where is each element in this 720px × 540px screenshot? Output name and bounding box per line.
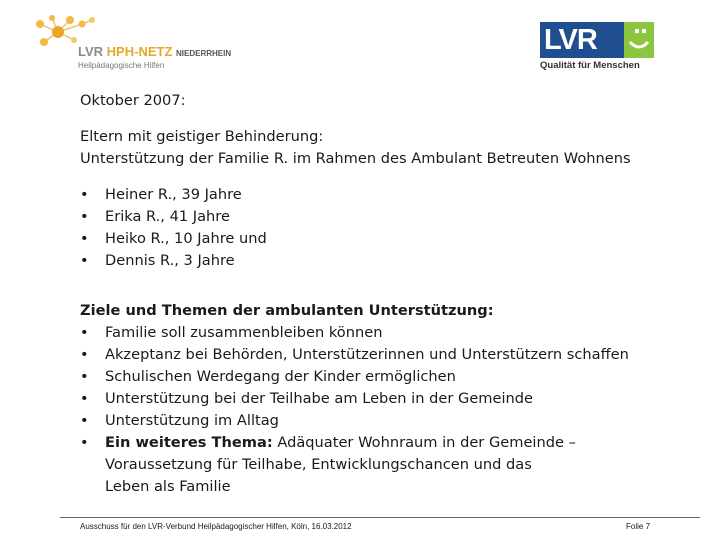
list-item bbox=[80, 432, 700, 498]
bullet-icon: • bbox=[80, 346, 89, 363]
bullet-icon: • bbox=[80, 324, 89, 341]
bullet-icon: • bbox=[80, 368, 89, 385]
goals-heading: Ziele und Themen der ambulanten Unterstützung: bbox=[80, 302, 494, 319]
footer-divider bbox=[60, 517, 700, 518]
slide-content bbox=[80, 90, 700, 498]
brand-region: NIEDERRHEIN bbox=[176, 49, 232, 58]
list-item bbox=[80, 366, 700, 388]
bullet-icon: • bbox=[80, 434, 89, 451]
hph-netz-wordmark bbox=[78, 44, 231, 59]
list-item bbox=[80, 322, 700, 344]
bullet-icon: • bbox=[80, 252, 89, 269]
footer-text: Ausschuss für den LVR-Verbund Heilpädagogischer Hilfen, Köln, 16.03.2012 bbox=[80, 522, 352, 531]
list-item bbox=[80, 410, 700, 432]
bullet-icon: • bbox=[80, 412, 89, 429]
hph-subtitle: Heilpädagogische Hilfen bbox=[78, 61, 165, 70]
brand-hph: HPH-NETZ bbox=[106, 44, 173, 59]
list-item bbox=[80, 250, 700, 272]
goal-text: Schulischen Werdegang der Kinder ermöglichen bbox=[105, 368, 456, 385]
goal-text bbox=[105, 432, 700, 454]
list-item bbox=[80, 344, 700, 366]
goals-list bbox=[80, 322, 700, 498]
goal-line-2: Voraussetzung für Teilhabe, Entwicklungschancen und das bbox=[105, 456, 532, 473]
family-members-list bbox=[80, 184, 700, 272]
person-text: Dennis R., 3 Jahre bbox=[105, 252, 235, 269]
person-text: Heiko R., 10 Jahre und bbox=[105, 230, 267, 247]
lvr-mark: LVR bbox=[540, 22, 624, 58]
person-text: Erika R., 41 Jahre bbox=[105, 208, 230, 225]
bullet-icon: • bbox=[80, 208, 89, 225]
list-item bbox=[80, 184, 700, 206]
intro-line: Unterstützung der Familie R. im Rahmen des Ambulant Betreuten Wohnens bbox=[80, 150, 631, 167]
goal-text: Familie soll zusammenbleiben können bbox=[105, 324, 383, 341]
bullet-icon: • bbox=[80, 230, 89, 247]
lvr-logo bbox=[540, 22, 658, 72]
person-text: Heiner R., 39 Jahre bbox=[105, 186, 242, 203]
face-icon bbox=[624, 22, 654, 58]
lvr-tagline: Qualität für Menschen bbox=[540, 60, 640, 71]
goal-line-3: Leben als Familie bbox=[105, 478, 231, 495]
hph-netz-logo bbox=[30, 14, 230, 74]
bullet-icon: • bbox=[80, 390, 89, 407]
brand-lvr: LVR bbox=[78, 44, 104, 59]
list-item bbox=[80, 388, 700, 410]
intro-line: Eltern mit geistiger Behinderung: bbox=[80, 128, 324, 145]
list-item bbox=[80, 206, 700, 228]
intro-text bbox=[80, 126, 700, 170]
slide-number: Folie 7 bbox=[626, 522, 651, 531]
list-item bbox=[80, 228, 700, 250]
slide-heading: Oktober 2007: bbox=[80, 92, 186, 109]
goal-lead: Ein weiteres Thema: bbox=[105, 434, 273, 451]
goal-text: Unterstützung bei der Teilhabe am Leben in der Gemeinde bbox=[105, 390, 534, 407]
goal-text: Akzeptanz bei Behörden, Unterstützerinnen und Unterstützern schaffen bbox=[105, 346, 629, 363]
bullet-icon: • bbox=[80, 186, 89, 203]
goal-text: Unterstützung im Alltag bbox=[105, 412, 279, 429]
goal-line-1: Adäquater Wohnraum in der Gemeinde – bbox=[272, 434, 576, 451]
